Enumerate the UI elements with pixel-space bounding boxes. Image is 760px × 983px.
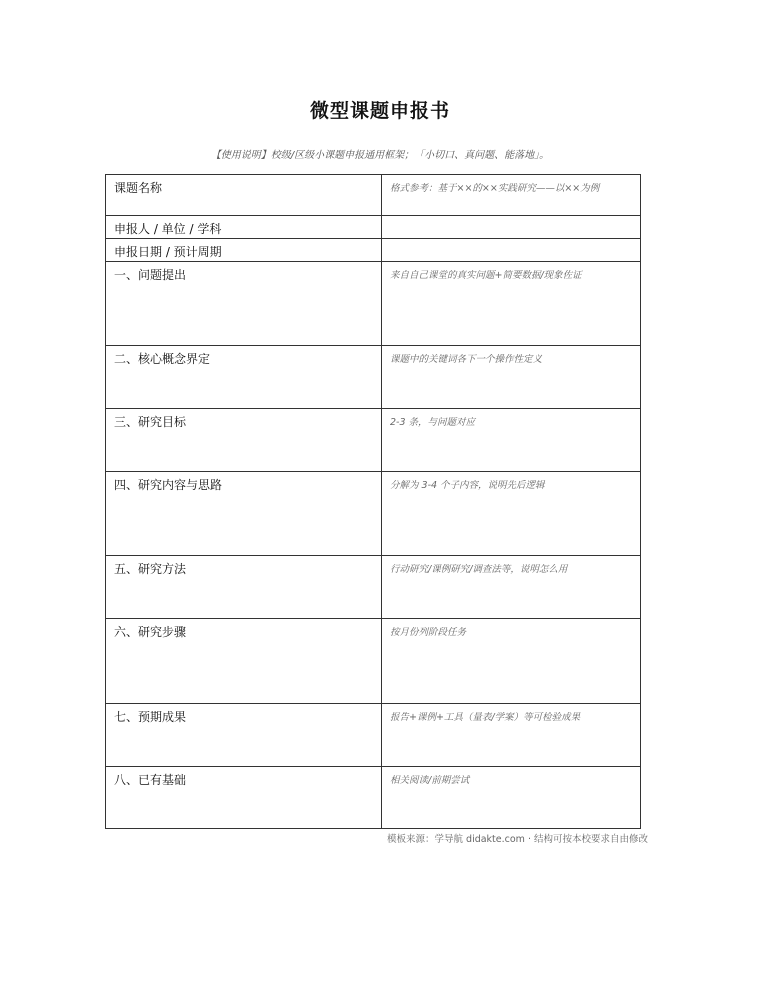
row-hint[interactable]: 格式参考：基于××的××实践研究——以××为例 [382, 175, 641, 216]
row-hint[interactable]: 报告+课例+工具（量表/学案）等可检验成果 [382, 704, 641, 767]
row-hint[interactable] [382, 239, 641, 262]
application-form-table [105, 174, 641, 829]
row-hint[interactable]: 按月份列阶段任务 [382, 619, 641, 704]
table-row [106, 409, 641, 472]
row-hint[interactable]: 相关阅读/前期尝试 [382, 767, 641, 829]
table-row [106, 556, 641, 619]
table-row [106, 346, 641, 409]
table-row [106, 239, 641, 262]
table-row [106, 472, 641, 556]
row-label: 申报人 / 单位 / 学科 [106, 216, 382, 239]
row-hint[interactable] [382, 216, 641, 239]
table-row [106, 262, 641, 346]
table-row [106, 175, 641, 216]
template-source-note: 模板来源：学导航 didakte.com · 结构可按本校要求自由修改 [387, 834, 648, 845]
row-label: 五、研究方法 [106, 556, 382, 619]
row-label: 六、研究步骤 [106, 619, 382, 704]
row-label: 申报日期 / 预计周期 [106, 239, 382, 262]
row-hint[interactable]: 2-3 条，与问题对应 [382, 409, 641, 472]
usage-note: 【使用说明】校级/区级小课题申报通用框架；「小切口、真问题、能落地」。 [210, 150, 550, 161]
row-label: 八、已有基础 [106, 767, 382, 829]
table-row [106, 619, 641, 704]
row-label: 四、研究内容与思路 [106, 472, 382, 556]
row-hint[interactable]: 行动研究/课例研究/调查法等，说明怎么用 [382, 556, 641, 619]
row-label: 三、研究目标 [106, 409, 382, 472]
row-hint[interactable]: 课题中的关键词各下一个操作性定义 [382, 346, 641, 409]
document-title: 微型课题申报书 [309, 100, 450, 122]
table-row [106, 216, 641, 239]
row-label: 课题名称 [106, 175, 382, 216]
table-row [106, 704, 641, 767]
row-hint[interactable]: 分解为 3-4 个子内容，说明先后逻辑 [382, 472, 641, 556]
row-hint[interactable]: 来自自己课堂的真实问题+简要数据/现象佐证 [382, 262, 641, 346]
row-label: 二、核心概念界定 [106, 346, 382, 409]
table-row [106, 767, 641, 829]
row-label: 一、问题提出 [106, 262, 382, 346]
row-label: 七、预期成果 [106, 704, 382, 767]
